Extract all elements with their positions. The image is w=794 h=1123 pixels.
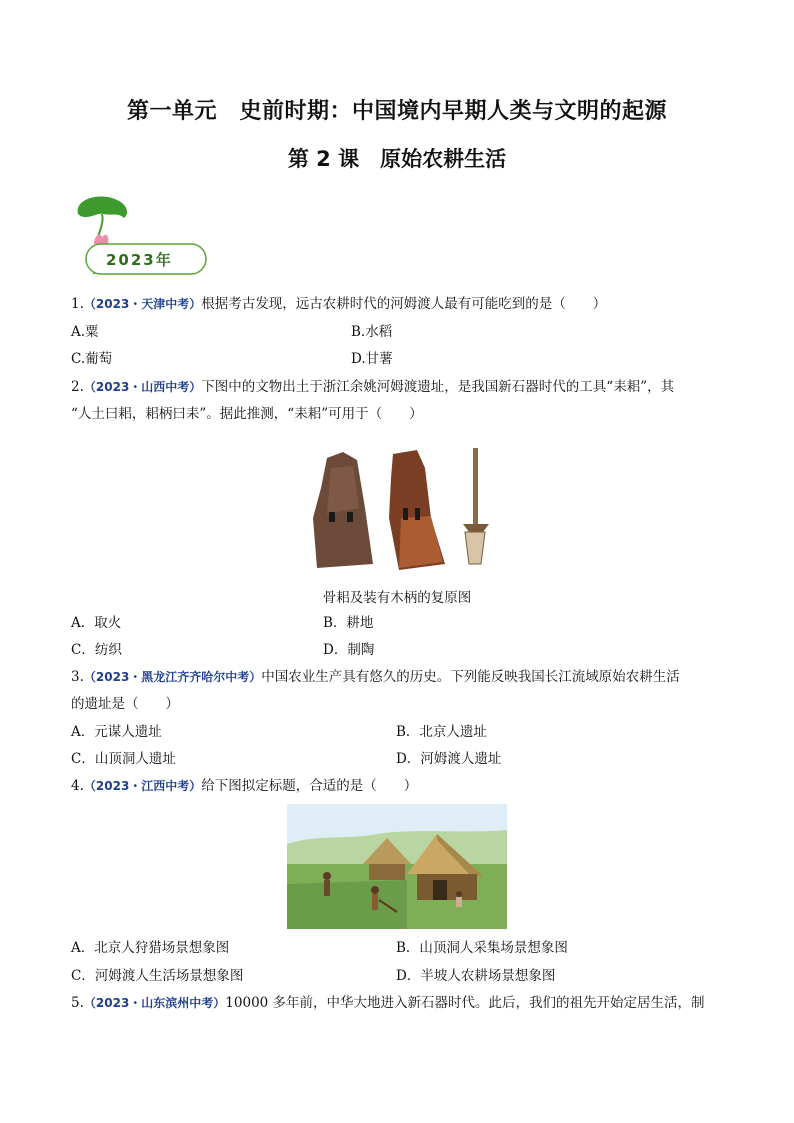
year-badge bbox=[72, 192, 212, 282]
question-number: 1. bbox=[71, 296, 84, 312]
option-d: D．制陶 bbox=[323, 642, 375, 658]
option-b: B．耕地 bbox=[323, 615, 374, 631]
question-3-cont: 的遗址是（ ） bbox=[71, 696, 179, 712]
question-text: 中国农业生产具有悠久的历史。下列能反映我国长江流域原始农耕生活 bbox=[261, 669, 680, 685]
option-a: A.粟 bbox=[71, 324, 99, 340]
year-label: 2023年 bbox=[106, 251, 173, 269]
question-2-cont: “人土曰耜，耜柄曰耒”。据此推测，“耒耜”可用于（ ） bbox=[71, 406, 423, 422]
option-a: A．北京人狩猎场景想象图 bbox=[71, 940, 230, 956]
question-text: 根据考古发现，远古农耕时代的河姆渡人最有可能吃到的是（ ） bbox=[201, 296, 607, 312]
option-b: B.水稻 bbox=[351, 324, 393, 340]
option-a: A．元谋人遗址 bbox=[71, 724, 162, 740]
question-number: 3. bbox=[71, 669, 84, 685]
image-caption: 骨耜及装有木柄的复原图 bbox=[322, 590, 472, 606]
option-a: A．取火 bbox=[71, 615, 122, 631]
option-b: B．北京人遗址 bbox=[396, 724, 487, 740]
question-1 bbox=[71, 294, 606, 314]
option-c: C．纺织 bbox=[71, 642, 122, 658]
question-4 bbox=[71, 776, 417, 796]
question-source: （2023・江西中考） bbox=[83, 779, 202, 793]
option-d: D．河姆渡人遗址 bbox=[396, 751, 502, 767]
question-2 bbox=[71, 377, 674, 397]
option-b: B．山顶洞人采集场景想象图 bbox=[396, 940, 568, 956]
question-text: 10000 多年前，中华大地进入新石器时代。此后，我们的祖先开始定居生活，制 bbox=[225, 995, 705, 1011]
question-number: 5. bbox=[71, 995, 84, 1011]
lesson-title: 第 2 课 原始农耕生活 bbox=[287, 147, 507, 171]
question-text: 给下图拟定标题，合适的是（ ） bbox=[201, 778, 418, 794]
question-source: （2023・黑龙江齐齐哈尔中考） bbox=[83, 670, 262, 684]
question-source: （2023・山西中考） bbox=[83, 380, 202, 394]
option-c: C.葡萄 bbox=[71, 351, 113, 367]
question-source: （2023・山东滨州中考） bbox=[83, 996, 226, 1010]
unit-title: 第一单元 史前时期：中国境内早期人类与文明的起源 bbox=[126, 99, 667, 124]
option-d: D．半坡人农耕场景想象图 bbox=[396, 968, 556, 984]
question-3 bbox=[71, 667, 680, 687]
question-text: 下图中的文物出土于浙江余姚河姆渡遗址，是我国新石器时代的工具“耒耜”，其 bbox=[201, 379, 675, 395]
question-number: 4. bbox=[71, 778, 84, 794]
option-c: C．山顶洞人遗址 bbox=[71, 751, 176, 767]
bone-plough-image bbox=[313, 448, 493, 574]
option-d: D.甘薯 bbox=[351, 351, 393, 367]
option-c: C．河姆渡人生活场景想象图 bbox=[71, 968, 244, 984]
question-source: （2023・天津中考） bbox=[83, 297, 202, 311]
village-scene-image bbox=[287, 804, 507, 929]
question-number: 2. bbox=[71, 379, 84, 395]
question-5 bbox=[71, 993, 705, 1013]
